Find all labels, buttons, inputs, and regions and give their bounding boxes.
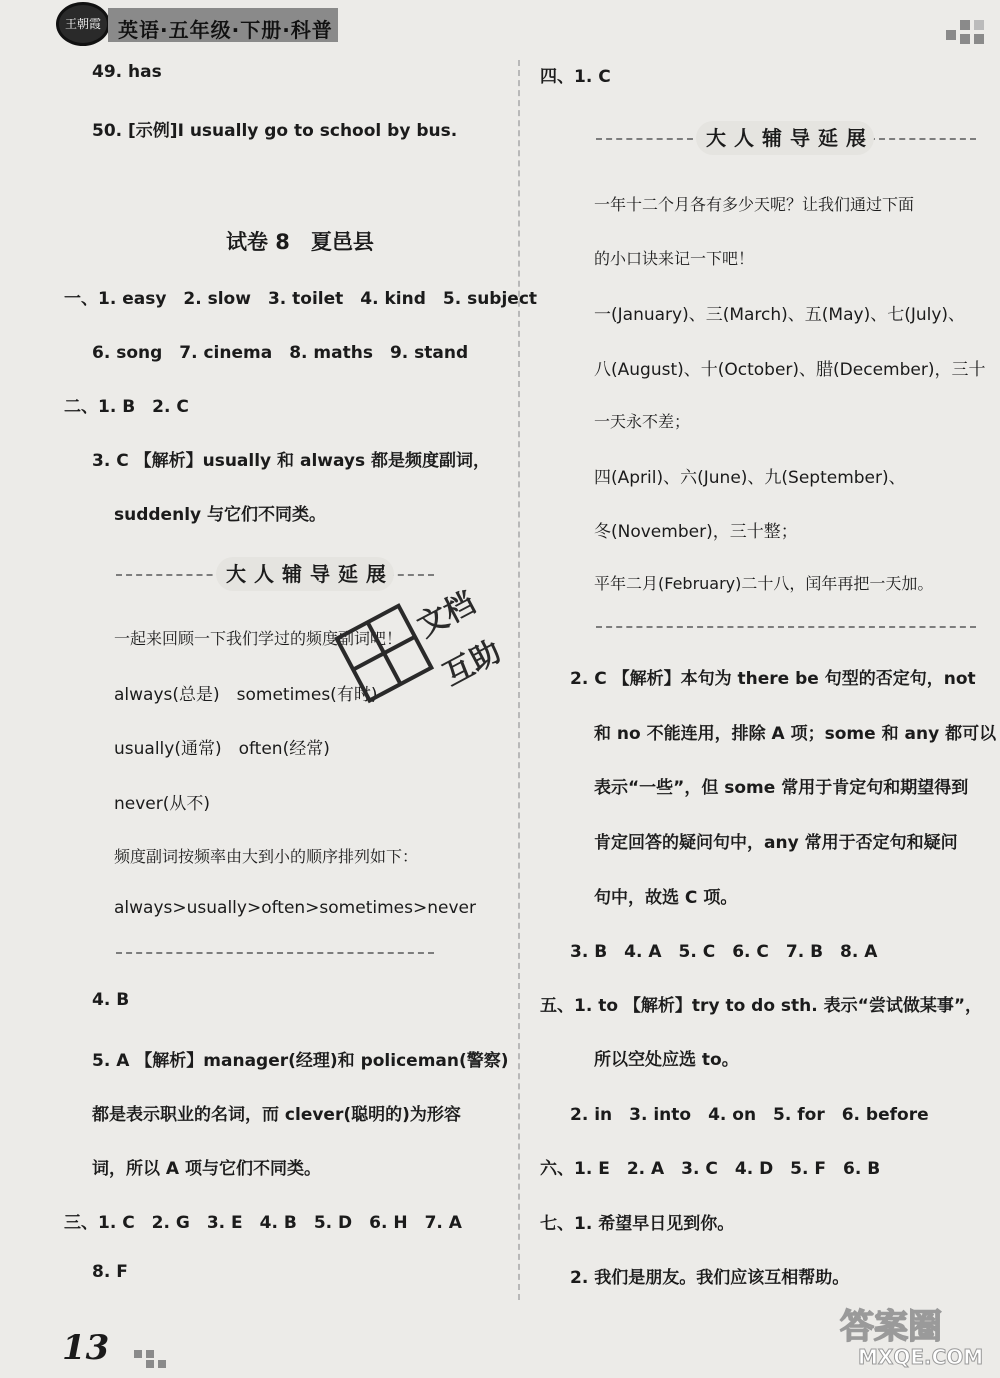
decor-square	[134, 1350, 142, 1358]
svg-text:互助: 互助	[437, 633, 507, 694]
answer-line: 五、1. to 【解析】try to do sth. 表示“尝试做某事”，	[540, 996, 982, 1016]
decor-square	[960, 20, 970, 30]
decor-square	[974, 34, 984, 44]
answer-line: 5. A 【解析】manager(经理)和 policeman(警察)	[92, 1051, 509, 1071]
extension-badge: 大人辅导延展	[216, 557, 394, 591]
answer-49: 49. has	[92, 62, 162, 82]
answer-line: 三、1. C 2. G 3. E 4. B 5. D 6. H 7. A	[64, 1213, 462, 1233]
box-divider-bottom	[596, 626, 976, 628]
extension-text: usually(通常) often(经常)	[114, 739, 330, 759]
answer-50: 50. [示例]I usually go to school by bus.	[92, 121, 458, 141]
answer-line: 六、1. E 2. A 3. C 4. D 5. F 6. B	[540, 1159, 881, 1179]
header-title: 英语·五年级·下册·科普	[118, 18, 333, 42]
svg-text:答案圈: 答案圈	[840, 1307, 942, 1347]
decor-square	[946, 30, 956, 40]
answer-line: 句中，故选 C 项。	[594, 888, 738, 908]
extension-text: always(总是) sometimes(有时)	[114, 685, 378, 705]
publisher-logo: 王朝霞	[56, 2, 110, 46]
answer-line: 2. in 3. into 4. on 5. for 6. before	[570, 1105, 929, 1125]
answer-line: 表示“一些”，但 some 常用于肯定句和期望得到	[594, 778, 969, 798]
watermark-logo	[836, 1300, 986, 1370]
page-header	[0, 0, 1000, 50]
page-number: 13	[62, 1328, 110, 1368]
extension-text: 四(April)、六(June)、九(September)、	[594, 468, 906, 488]
extension-text: 一(January)、三(March)、五(May)、七(July)、	[594, 305, 966, 325]
answer-line: 8. F	[92, 1262, 128, 1282]
answer-line: 3. B 4. A 5. C 6. C 7. B 8. A	[570, 942, 878, 962]
decor-square	[146, 1360, 154, 1368]
answer-line: 二、1. B 2. C	[64, 397, 189, 417]
extension-text: never(从不)	[114, 794, 211, 814]
extension-text: 频度副词按频率由大到小的顺序排列如下：	[114, 847, 419, 866]
svg-text:文档: 文档	[411, 585, 482, 645]
decor-square	[146, 1350, 154, 1358]
answer-line: 一、1. easy 2. slow 3. toilet 4. kind 5. subject	[64, 289, 538, 309]
answer-line: 3. C 【解析】usually 和 always 都是频度副词，	[92, 451, 491, 471]
extension-text: always>usually>often>sometimes>never	[114, 898, 476, 918]
answer-line: 词，所以 A 项与它们不同类。	[92, 1159, 321, 1179]
extension-text: 的小口诀来记一下吧！	[594, 249, 755, 268]
answer-line: 七、1. 希望早日见到你。	[540, 1214, 735, 1234]
answer-line: 2. C 【解析】本句为 there be 句型的否定句，not	[570, 669, 976, 689]
extension-badge: 大人辅导延展	[696, 121, 874, 155]
extension-text: 一天永不差；	[594, 412, 691, 431]
answer-line: 2. 我们是朋友。我们应该互相帮助。	[570, 1268, 850, 1288]
answer-line: 和 no 不能连用，排除 A 项；some 和 any 都可以	[594, 724, 997, 744]
decor-square	[158, 1360, 166, 1368]
section-title: 试卷 8 夏邑县	[226, 230, 374, 254]
extension-text: 一年十二个月各有多少天呢？让我们通过下面	[594, 195, 915, 214]
box-divider-bottom	[116, 952, 434, 954]
answer-line: 都是表示职业的名词，而 clever(聪明的)为形容	[92, 1105, 461, 1125]
answer-line: 6. song 7. cinema 8. maths 9. stand	[92, 343, 469, 363]
decor-square	[960, 34, 970, 44]
answer-line: 四、1. C	[540, 67, 611, 87]
seal-stamp	[332, 558, 522, 748]
extension-text: 平年二月(February)二十八，闰年再把一天加。	[594, 574, 934, 593]
extension-text: 冬(November)，三十整；	[594, 522, 798, 542]
extension-text: 八(August)、十(October)、腊(December)，三十	[594, 360, 986, 380]
answer-line: suddenly 与它们不同类。	[114, 505, 327, 525]
svg-text:MXQE.COM: MXQE.COM	[858, 1345, 984, 1369]
decor-square	[974, 20, 984, 30]
extension-text: 一起来回顾一下我们学过的频度副词吧！	[114, 629, 403, 648]
answer-line: 所以空处应选 to。	[594, 1050, 739, 1070]
answer-line: 4. B	[92, 990, 130, 1010]
answer-line: 肯定回答的疑问句中，any 常用于否定句和疑问	[594, 833, 958, 853]
